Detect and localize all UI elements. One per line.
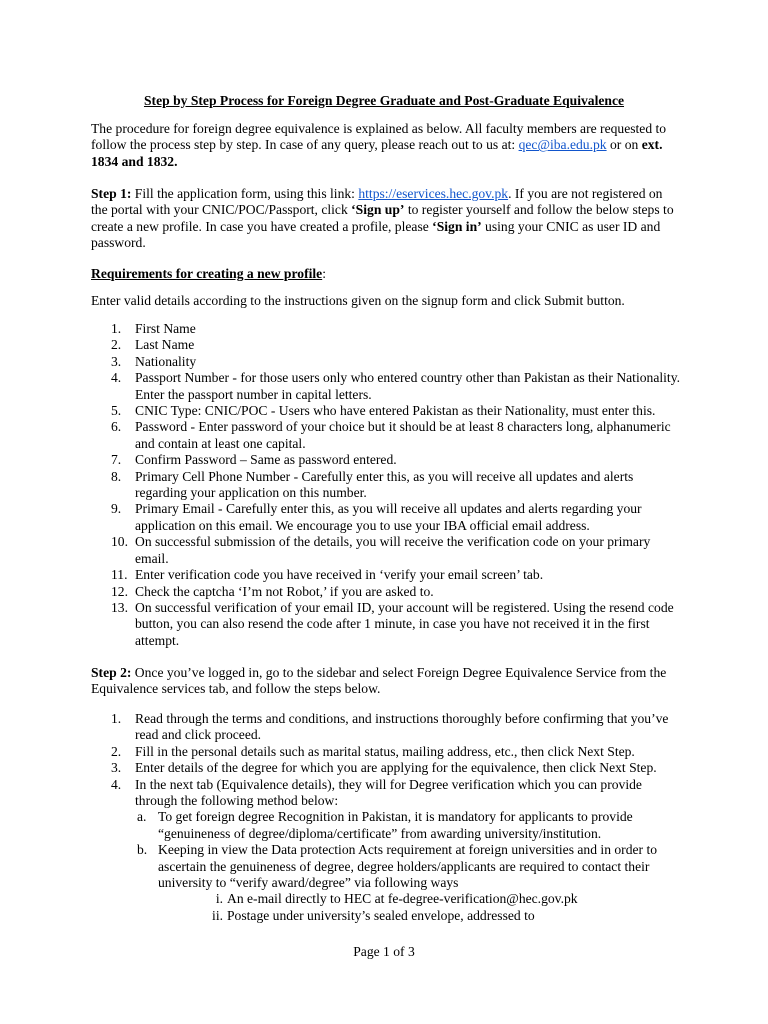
step2-roman-item-number: i. xyxy=(215,891,223,907)
requirement-item-number: 13. xyxy=(111,599,128,615)
step1-text-c: to register yourself and follow the below steps to create a new profile. In case you have created a profile, please xyxy=(91,202,674,234)
requirement-item xyxy=(91,452,681,468)
requirement-item-text: Confirm Password – Same as password entered. xyxy=(135,452,397,468)
intro-paragraph xyxy=(91,121,681,170)
requirement-item xyxy=(91,600,681,649)
requirement-item-number: 9. xyxy=(111,501,122,517)
step1-text-d: using your CNIC as user ID and password. xyxy=(91,218,661,251)
requirement-item xyxy=(91,469,681,502)
step2-item-text: Read through the terms and conditions, and instructions thoroughly before confirming that you’ve read and click proceed. xyxy=(135,711,669,743)
requirement-item-number: 5. xyxy=(111,403,122,419)
step2-item xyxy=(91,711,681,744)
step2-sub-item-text: To get foreign degree Recognition in Pakistan, it is mandatory for applicants to provide “genuineness of degree/diploma/certificate” from awarding university/institution. xyxy=(158,809,633,841)
requirements-list xyxy=(91,321,681,649)
step2-item xyxy=(91,777,681,810)
step2-paragraph xyxy=(91,665,681,698)
step2-sub-item xyxy=(91,809,681,842)
step2-item-text: In the next tab (Equivalence details), they will for Degree verification which you can provide through the following method below: xyxy=(135,776,642,809)
requirement-item-number: 10. xyxy=(111,534,128,550)
step2-roman-item xyxy=(91,891,681,907)
requirement-item-number: 2. xyxy=(111,337,122,353)
requirement-item-number: 6. xyxy=(111,419,122,435)
step2-sub-item xyxy=(91,842,681,891)
requirement-item-text: Password - Enter password of your choice but it should be at least 8 characters long, alphanumeric and contain at least one capital. xyxy=(135,419,671,451)
requirement-item-text: Passport Number - for those users only who entered country other than Pakistan as their Nationality. Enter the passport number in capital letters. xyxy=(135,370,681,402)
requirements-instructions: Enter valid details according to the instructions given on the signup form and click Submit button. xyxy=(91,293,625,308)
requirement-item xyxy=(91,567,681,583)
step1-paragraph xyxy=(91,186,681,252)
step2-item xyxy=(91,760,681,776)
requirement-item-number: 7. xyxy=(111,452,122,468)
step2-roman-item-text: An e-mail directly to HEC at fe-degree-verification@hec.gov.pk xyxy=(227,891,578,907)
step2-sub-item-number: b. xyxy=(137,842,148,858)
step2-list xyxy=(91,711,681,924)
requirement-item-text: First Name xyxy=(135,321,196,336)
requirement-item-number: 4. xyxy=(111,370,122,386)
signup-term: ‘Sign up’ xyxy=(351,202,405,218)
requirements-heading xyxy=(91,266,681,282)
step2-sub-item-number: a. xyxy=(137,809,147,825)
step2-item-number: 1. xyxy=(111,711,122,726)
requirement-item-number: 12. xyxy=(111,583,128,599)
step2-item-text: Enter details of the degree for which you are applying for the equivalence, then click Next Step. xyxy=(135,760,657,776)
signin-term: ‘Sign in’ xyxy=(432,218,482,234)
requirement-item xyxy=(91,370,681,403)
requirements-colon: : xyxy=(322,266,326,281)
requirements-heading-text: Requirements for creating a new profile xyxy=(91,266,323,281)
requirement-item xyxy=(91,534,681,567)
intro-text: The procedure for foreign degree equivalence is explained as below. All faculty members are requested to follow the process step by step. In case of any query, please reach out to us at: xyxy=(91,121,667,153)
step2-label: Step 2: xyxy=(91,665,132,680)
requirement-item-number: 1. xyxy=(111,321,122,336)
step2-item-number: 4. xyxy=(111,776,122,792)
requirement-item-text: On successful submission of the details, you will receive the verification code on your primary email. xyxy=(135,534,651,566)
hec-portal-link[interactable]: https://eservices.hec.gov.pk xyxy=(358,186,509,201)
step2-item-text: Fill in the personal details such as marital status, mailing address, etc., then click Next Step. xyxy=(135,743,635,759)
step2-item-number: 2. xyxy=(111,743,122,759)
requirement-item xyxy=(91,584,681,600)
step2-item-number: 3. xyxy=(111,760,122,776)
intro-text-mid: or on xyxy=(606,137,642,153)
requirement-item-text: CNIC Type: CNIC/POC - Users who have entered Pakistan as their Nationality, must enter this. xyxy=(135,403,656,419)
requirement-item-number: 8. xyxy=(111,468,122,484)
step2-sub-item-text: Keeping in view the Data protection Acts requirement at foreign universities and in order to ascertain the genuineness of degree, degree holders/applicants are required to contact their university to “verify award/degree” via following ways xyxy=(158,842,658,891)
step1-label: Step 1: xyxy=(91,186,132,201)
requirement-item xyxy=(91,337,681,353)
requirement-item-text: Check the captcha ‘I’m not Robot,’ if you are asked to. xyxy=(135,583,434,599)
requirement-item-text: Primary Email - Carefully enter this, as you will receive all updates and alerts regarding your application on this email. We encourage you to use your IBA official email address. xyxy=(135,501,642,533)
requirement-item xyxy=(91,419,681,452)
step1-text: Fill the application form, using this link: xyxy=(131,186,359,201)
step2-item xyxy=(91,744,681,760)
requirement-item-number: 11. xyxy=(111,567,128,583)
requirement-item xyxy=(91,321,681,337)
step1-text-b: . If you are not registered on the portal with your CNIC/POC/Passport, click xyxy=(91,186,663,218)
requirement-item-text: Primary Cell Phone Number - Carefully enter this, as you will receive all updates and alerts regarding your application on this number. xyxy=(135,468,634,501)
requirement-item-text: Last Name xyxy=(135,337,195,353)
requirement-item-text: Nationality xyxy=(135,353,197,369)
contact-email-link[interactable]: qec@iba.edu.pk xyxy=(518,137,607,153)
requirement-item-number: 3. xyxy=(111,353,122,369)
page-title: Step by Step Process for Foreign Degree Graduate and Post-Graduate Equivalence xyxy=(143,93,625,108)
contact-extension: ext. 1834 and 1832. xyxy=(91,137,663,169)
step2-roman-item-text: Postage under university’s sealed envelope, addressed to xyxy=(227,907,535,923)
step2-roman-item xyxy=(91,908,681,924)
step2-roman-item-number: ii. xyxy=(212,907,223,923)
step2-text: Once you’ve logged in, go to the sidebar and select Foreign Degree Equivalence Service from the Equivalence services tab, and follow the steps below. xyxy=(91,665,667,697)
page-footer: Page 1 of 3 xyxy=(353,944,415,959)
requirement-item xyxy=(91,501,681,534)
requirement-item xyxy=(91,403,681,419)
requirement-item-text: Enter verification code you have received in ‘verify your email screen’ tab. xyxy=(135,567,544,583)
requirement-item xyxy=(91,354,681,370)
requirement-item-text: On successful verification of your email ID, your account will be registered. Using the resend code button, you can also resend the code after 1 minute, in case you have not received it in the first attempt. xyxy=(135,599,674,648)
